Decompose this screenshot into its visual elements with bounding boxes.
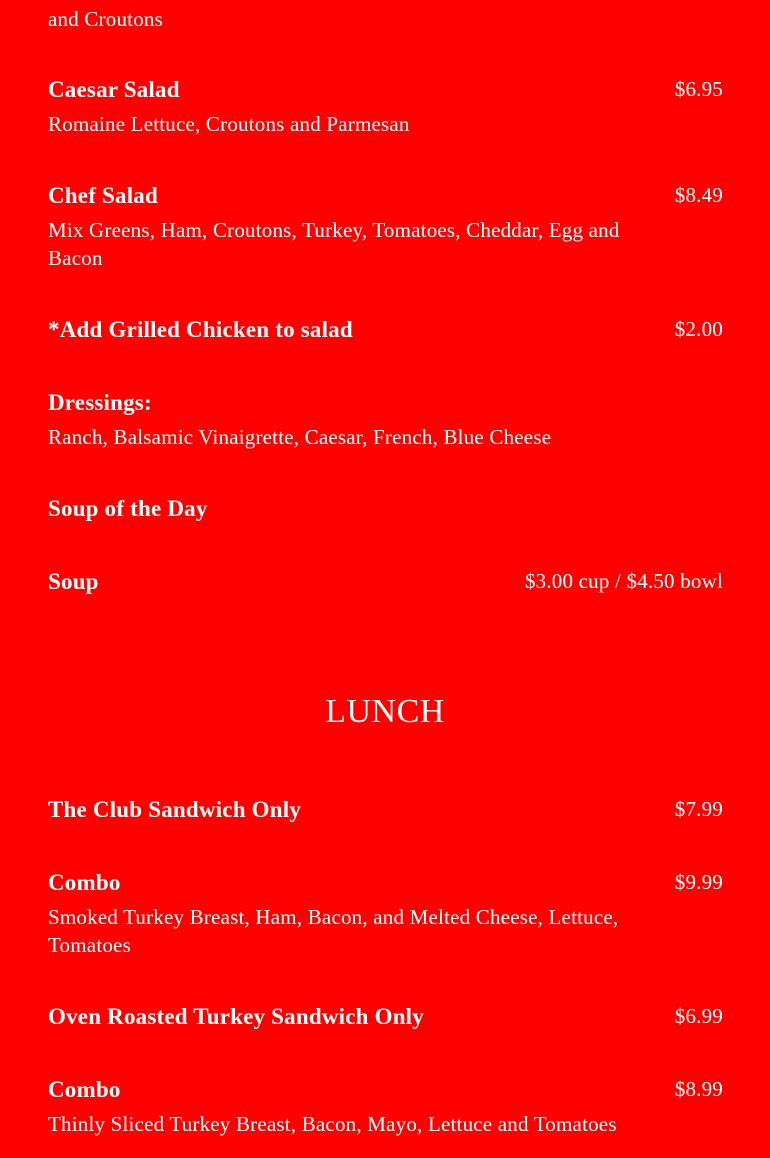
item-price: $6.99 — [674, 1004, 723, 1028]
item-price: $6.95 — [674, 77, 723, 101]
item-name: Soup of the Day — [48, 496, 208, 521]
item-name: *Add Grilled Chicken to salad — [48, 317, 353, 342]
item-name: The Club Sandwich Only — [48, 797, 302, 822]
menu-item-soup — [48, 568, 723, 596]
menu-item-add-chicken — [48, 316, 723, 344]
item-name: Oven Roasted Turkey Sandwich Only — [48, 1004, 424, 1029]
item-description: Romaine Lettuce, Croutons and Parmesan — [48, 112, 410, 136]
item-name: Caesar Salad — [48, 77, 180, 102]
item-price: $8.49 — [674, 183, 723, 207]
item-name: Combo — [48, 1077, 121, 1102]
menu-item-turkey-combo — [48, 1076, 723, 1138]
item-description: Thinly Sliced Turkey Breast, Bacon, Mayo, Lettuce and Tomatoes — [48, 1112, 617, 1136]
menu-item-club-combo — [48, 869, 723, 959]
item-name: Combo — [48, 870, 121, 895]
item-price: $7.99 — [674, 797, 723, 821]
menu-item-soup-of-the-day — [48, 495, 723, 523]
section-heading-lunch: LUNCH — [325, 693, 445, 730]
item-price: $3.00 cup / $4.50 bowl — [524, 569, 723, 593]
item-description: Ranch, Balsamic Vinaigrette, Caesar, French, Blue Cheese — [48, 425, 552, 449]
menu-item-caesar-salad — [48, 76, 723, 138]
item-price: $2.00 — [674, 317, 723, 341]
item-price: $9.99 — [674, 870, 723, 894]
item-name: Chef Salad — [48, 183, 158, 208]
menu-item-turkey-sandwich-only — [48, 1003, 723, 1031]
clipped-description-tail: and Croutons — [48, 7, 163, 31]
item-price: $8.99 — [674, 1077, 723, 1101]
item-description: Mix Greens, Ham, Croutons, Turkey, Tomatoes, Cheddar, Egg and Bacon — [48, 218, 620, 270]
item-name: Soup — [48, 569, 99, 594]
menu-item-chef-salad — [48, 182, 723, 272]
menu-item-dressings — [48, 389, 723, 451]
item-description: Smoked Turkey Breast, Ham, Bacon, and Melted Cheese, Lettuce, Tomatoes — [48, 905, 619, 957]
menu-item-club-sandwich-only — [48, 796, 723, 824]
item-name: Dressings: — [48, 390, 152, 415]
